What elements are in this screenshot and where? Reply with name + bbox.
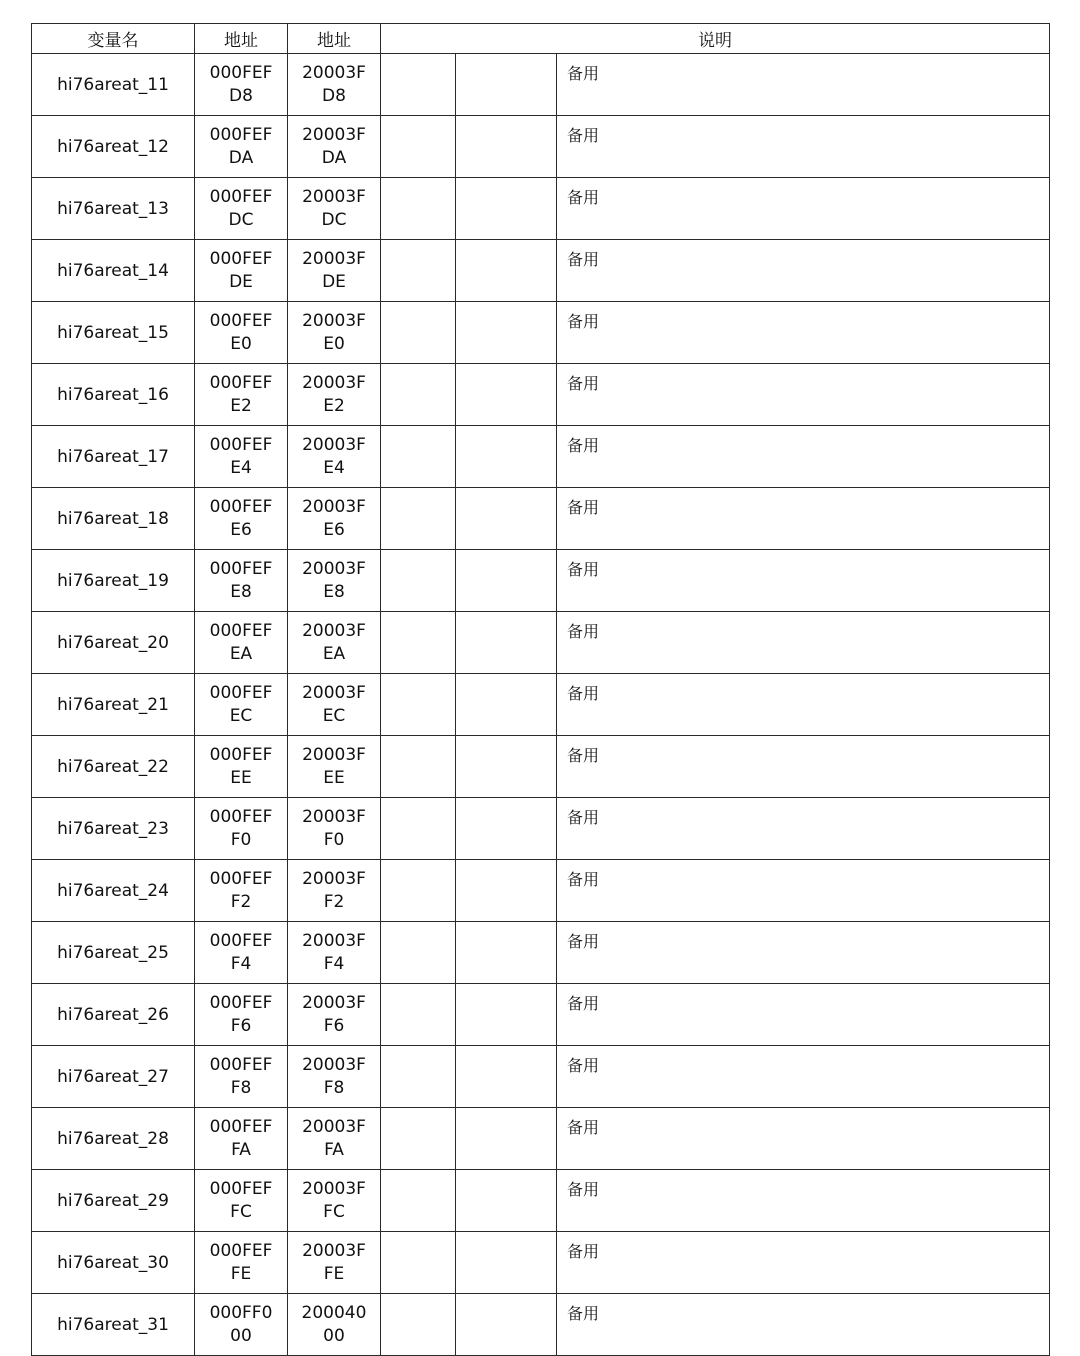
description-cell: 备用 <box>557 1046 1050 1108</box>
address-line-2: DA <box>321 147 347 168</box>
blank-cell-2 <box>456 1232 557 1294</box>
variable-name-cell: hi76areat_14 <box>32 240 195 302</box>
description-cell: 备用 <box>557 488 1050 550</box>
blank-cell-1 <box>381 612 456 674</box>
address-line-2: E6 <box>323 519 345 540</box>
table-row <box>32 798 1050 860</box>
variable-name-cell: hi76areat_20 <box>32 612 195 674</box>
address-line-1: 20003F <box>302 372 366 393</box>
description-cell: 备用 <box>557 674 1050 736</box>
address-line-1: 20003F <box>302 868 366 889</box>
address-line-1: 000FEF <box>209 1116 273 1137</box>
address-line-1: 20003F <box>302 744 366 765</box>
address-line-2: E8 <box>230 581 252 602</box>
address-2-cell <box>288 54 381 116</box>
address-line-2: FA <box>231 1139 251 1160</box>
address-1-cell <box>195 178 288 240</box>
address-1-cell <box>195 922 288 984</box>
address-1-cell <box>195 1232 288 1294</box>
blank-cell-1 <box>381 550 456 612</box>
address-line-2: FA <box>324 1139 344 1160</box>
variable-name-cell: hi76areat_17 <box>32 426 195 488</box>
description-cell: 备用 <box>557 736 1050 798</box>
description-cell: 备用 <box>557 1232 1050 1294</box>
address-line-1: 20003F <box>302 1054 366 1075</box>
address-line-1: 000FEF <box>209 62 273 83</box>
blank-cell-2 <box>456 240 557 302</box>
description-cell: 备用 <box>557 116 1050 178</box>
address-1-cell <box>195 54 288 116</box>
address-line-1: 000FEF <box>209 806 273 827</box>
address-line-2: 00 <box>230 1325 252 1346</box>
address-line-2: EE <box>230 767 252 788</box>
blank-cell-2 <box>456 302 557 364</box>
blank-cell-2 <box>456 426 557 488</box>
table-row <box>32 1170 1050 1232</box>
blank-cell-1 <box>381 984 456 1046</box>
description-cell: 备用 <box>557 798 1050 860</box>
address-line-1: 20003F <box>302 682 366 703</box>
description-cell: 备用 <box>557 922 1050 984</box>
description-cell: 备用 <box>557 364 1050 426</box>
address-line-1: 000FEF <box>209 186 273 207</box>
address-1-cell <box>195 550 288 612</box>
table-row <box>32 550 1050 612</box>
address-line-2: E0 <box>230 333 252 354</box>
address-1-cell <box>195 798 288 860</box>
address-line-2: F6 <box>230 1015 252 1036</box>
header-description: 说明 <box>381 24 1050 54</box>
description-cell: 备用 <box>557 860 1050 922</box>
address-line-2: DE <box>229 271 253 292</box>
table-row <box>32 1232 1050 1294</box>
address-line-2: E2 <box>323 395 345 416</box>
table-header-row <box>32 24 1050 54</box>
variable-name-cell: hi76areat_31 <box>32 1294 195 1356</box>
variable-name-cell: hi76areat_23 <box>32 798 195 860</box>
blank-cell-2 <box>456 116 557 178</box>
blank-cell-2 <box>456 674 557 736</box>
address-2-cell <box>288 1046 381 1108</box>
description-cell: 备用 <box>557 302 1050 364</box>
blank-cell-1 <box>381 1046 456 1108</box>
address-line-2: 00 <box>323 1325 345 1346</box>
address-line-1: 20003F <box>302 558 366 579</box>
address-line-1: 20003F <box>302 930 366 951</box>
variable-name-cell: hi76areat_18 <box>32 488 195 550</box>
address-line-2: F0 <box>323 829 345 850</box>
address-line-2: EA <box>322 643 346 664</box>
description-cell: 备用 <box>557 550 1050 612</box>
address-2-cell <box>288 1294 381 1356</box>
address-2-cell <box>288 798 381 860</box>
table-row <box>32 612 1050 674</box>
address-line-1: 20003F <box>302 434 366 455</box>
address-1-cell <box>195 364 288 426</box>
blank-cell-2 <box>456 1046 557 1108</box>
address-line-2: F0 <box>230 829 252 850</box>
address-line-1: 20003F <box>302 310 366 331</box>
address-line-1: 20003F <box>302 62 366 83</box>
address-line-1: 20003F <box>302 806 366 827</box>
address-2-cell <box>288 116 381 178</box>
address-line-1: 20003F <box>302 992 366 1013</box>
address-line-2: EC <box>229 705 253 726</box>
header-variable-name: 变量名 <box>32 24 195 54</box>
header-address-1: 地址 <box>195 24 288 54</box>
address-line-2: E8 <box>323 581 345 602</box>
variable-name-cell: hi76areat_15 <box>32 302 195 364</box>
address-line-2: DC <box>321 209 347 230</box>
blank-cell-2 <box>456 612 557 674</box>
blank-cell-2 <box>456 1108 557 1170</box>
variable-name-cell: hi76areat_19 <box>32 550 195 612</box>
description-cell: 备用 <box>557 1294 1050 1356</box>
table-row <box>32 1294 1050 1356</box>
address-line-1: 000FEF <box>209 496 273 517</box>
variable-name-cell: hi76areat_27 <box>32 1046 195 1108</box>
address-line-2: FE <box>230 1263 252 1284</box>
address-line-2: E2 <box>230 395 252 416</box>
description-cell: 备用 <box>557 1170 1050 1232</box>
blank-cell-2 <box>456 736 557 798</box>
table-row <box>32 1108 1050 1170</box>
address-1-cell <box>195 1294 288 1356</box>
variable-name-cell: hi76areat_26 <box>32 984 195 1046</box>
address-line-2: FC <box>230 1201 252 1222</box>
blank-cell-1 <box>381 798 456 860</box>
blank-cell-1 <box>381 1232 456 1294</box>
address-line-2: E4 <box>323 457 345 478</box>
blank-cell-1 <box>381 860 456 922</box>
blank-cell-1 <box>381 674 456 736</box>
blank-cell-1 <box>381 488 456 550</box>
address-line-2: F2 <box>323 891 345 912</box>
blank-cell-2 <box>456 178 557 240</box>
table-row <box>32 922 1050 984</box>
variable-name-cell: hi76areat_24 <box>32 860 195 922</box>
address-line-1: 000FEF <box>209 992 273 1013</box>
address-line-1: 200040 <box>301 1302 367 1323</box>
address-1-cell <box>195 426 288 488</box>
blank-cell-2 <box>456 488 557 550</box>
description-cell: 备用 <box>557 1108 1050 1170</box>
address-line-1: 20003F <box>302 186 366 207</box>
address-line-1: 000FEF <box>209 558 273 579</box>
address-2-cell <box>288 674 381 736</box>
address-line-1: 20003F <box>302 124 366 145</box>
address-1-cell <box>195 860 288 922</box>
address-line-2: EE <box>323 767 345 788</box>
address-1-cell <box>195 1108 288 1170</box>
address-1-cell <box>195 116 288 178</box>
address-1-cell <box>195 674 288 736</box>
address-line-1: 000FEF <box>209 124 273 145</box>
variable-name-cell: hi76areat_28 <box>32 1108 195 1170</box>
description-cell: 备用 <box>557 240 1050 302</box>
blank-cell-1 <box>381 1108 456 1170</box>
blank-cell-1 <box>381 178 456 240</box>
address-1-cell <box>195 612 288 674</box>
table-row <box>32 1046 1050 1108</box>
blank-cell-1 <box>381 116 456 178</box>
address-2-cell <box>288 426 381 488</box>
address-line-1: 000FEF <box>209 372 273 393</box>
table-row <box>32 860 1050 922</box>
address-2-cell <box>288 302 381 364</box>
address-line-1: 000FEF <box>209 434 273 455</box>
table-row <box>32 302 1050 364</box>
address-1-cell <box>195 736 288 798</box>
address-line-2: D8 <box>229 85 253 106</box>
address-line-2: F6 <box>323 1015 345 1036</box>
description-cell: 备用 <box>557 54 1050 116</box>
address-line-2: DE <box>322 271 346 292</box>
table-row <box>32 674 1050 736</box>
address-line-2: FC <box>323 1201 345 1222</box>
address-line-1: 000FEF <box>209 682 273 703</box>
address-line-1: 20003F <box>302 1240 366 1261</box>
blank-cell-1 <box>381 736 456 798</box>
address-line-2: F8 <box>230 1077 252 1098</box>
address-2-cell <box>288 1170 381 1232</box>
blank-cell-1 <box>381 922 456 984</box>
address-line-1: 000FEF <box>209 248 273 269</box>
address-line-1: 000FEF <box>209 310 273 331</box>
blank-cell-2 <box>456 364 557 426</box>
table-row <box>32 984 1050 1046</box>
address-line-1: 20003F <box>302 1178 366 1199</box>
blank-cell-1 <box>381 426 456 488</box>
table-row <box>32 116 1050 178</box>
blank-cell-1 <box>381 240 456 302</box>
address-line-1: 20003F <box>302 248 366 269</box>
address-line-1: 000FEF <box>209 620 273 641</box>
variable-name-cell: hi76areat_11 <box>32 54 195 116</box>
variable-name-cell: hi76areat_16 <box>32 364 195 426</box>
address-line-2: EA <box>229 643 253 664</box>
table-row <box>32 488 1050 550</box>
address-2-cell <box>288 860 381 922</box>
table-row <box>32 178 1050 240</box>
blank-cell-1 <box>381 364 456 426</box>
address-line-2: FE <box>323 1263 345 1284</box>
blank-cell-1 <box>381 1294 456 1356</box>
address-line-2: F4 <box>230 953 252 974</box>
address-line-2: F8 <box>323 1077 345 1098</box>
address-2-cell <box>288 550 381 612</box>
address-line-1: 20003F <box>302 1116 366 1137</box>
table-row <box>32 364 1050 426</box>
address-line-1: 000FEF <box>209 930 273 951</box>
description-cell: 备用 <box>557 426 1050 488</box>
blank-cell-1 <box>381 302 456 364</box>
table-row <box>32 54 1050 116</box>
address-line-2: F2 <box>230 891 252 912</box>
address-line-2: D8 <box>322 85 346 106</box>
address-line-2: E4 <box>230 457 252 478</box>
variable-name-cell: hi76areat_29 <box>32 1170 195 1232</box>
variable-address-table <box>31 23 1050 1356</box>
address-2-cell <box>288 1108 381 1170</box>
blank-cell-2 <box>456 984 557 1046</box>
address-line-1: 000FF0 <box>209 1302 273 1323</box>
blank-cell-2 <box>456 1294 557 1356</box>
address-line-2: DC <box>228 209 254 230</box>
blank-cell-2 <box>456 550 557 612</box>
table-row <box>32 426 1050 488</box>
address-2-cell <box>288 1232 381 1294</box>
address-1-cell <box>195 488 288 550</box>
table-row <box>32 736 1050 798</box>
address-line-1: 20003F <box>302 620 366 641</box>
variable-name-cell: hi76areat_30 <box>32 1232 195 1294</box>
variable-name-cell: hi76areat_21 <box>32 674 195 736</box>
address-2-cell <box>288 612 381 674</box>
address-2-cell <box>288 922 381 984</box>
address-line-1: 000FEF <box>209 1178 273 1199</box>
variable-name-cell: hi76areat_25 <box>32 922 195 984</box>
table-row <box>32 240 1050 302</box>
address-1-cell <box>195 1170 288 1232</box>
address-line-2: F4 <box>323 953 345 974</box>
address-1-cell <box>195 984 288 1046</box>
blank-cell-2 <box>456 798 557 860</box>
header-address-2: 地址 <box>288 24 381 54</box>
variable-name-cell: hi76areat_13 <box>32 178 195 240</box>
address-1-cell <box>195 1046 288 1108</box>
description-cell: 备用 <box>557 612 1050 674</box>
description-cell: 备用 <box>557 178 1050 240</box>
address-line-2: DA <box>228 147 254 168</box>
address-2-cell <box>288 364 381 426</box>
address-2-cell <box>288 240 381 302</box>
address-line-2: E0 <box>323 333 345 354</box>
address-2-cell <box>288 488 381 550</box>
address-line-2: EC <box>322 705 346 726</box>
blank-cell-1 <box>381 1170 456 1232</box>
address-2-cell <box>288 736 381 798</box>
variable-name-cell: hi76areat_22 <box>32 736 195 798</box>
table-body <box>32 54 1050 1356</box>
description-cell: 备用 <box>557 984 1050 1046</box>
address-line-1: 000FEF <box>209 1054 273 1075</box>
blank-cell-2 <box>456 54 557 116</box>
address-line-1: 20003F <box>302 496 366 517</box>
address-2-cell <box>288 178 381 240</box>
address-line-1: 000FEF <box>209 744 273 765</box>
address-1-cell <box>195 302 288 364</box>
blank-cell-2 <box>456 1170 557 1232</box>
address-line-1: 000FEF <box>209 1240 273 1261</box>
blank-cell-2 <box>456 860 557 922</box>
blank-cell-1 <box>381 54 456 116</box>
address-line-1: 000FEF <box>209 868 273 889</box>
variable-name-cell: hi76areat_12 <box>32 116 195 178</box>
address-line-2: E6 <box>230 519 252 540</box>
blank-cell-2 <box>456 922 557 984</box>
address-1-cell <box>195 240 288 302</box>
address-2-cell <box>288 984 381 1046</box>
